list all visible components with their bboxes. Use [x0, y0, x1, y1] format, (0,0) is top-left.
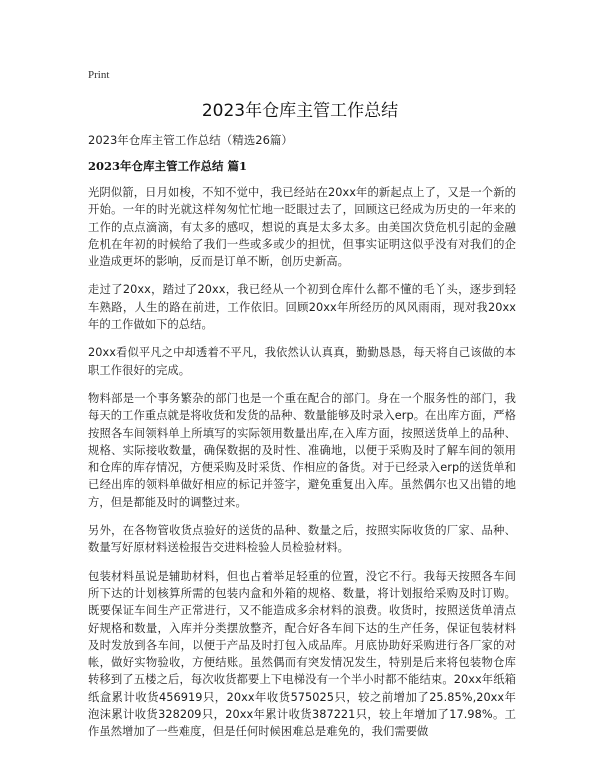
- section-heading: 2023年仓库主管工作总结 篇1: [88, 159, 248, 173]
- paragraph: 另外，在各物管收货点验好的送货的品种、数量之后，按照实际收货的厂家、品种、数量写好原材料送检报告交进料检验人员检验材料。: [88, 524, 516, 555]
- document-body: [88, 184, 516, 752]
- document-subtitle: 2023年仓库主管工作总结（精选26篇）: [88, 133, 293, 147]
- print-link[interactable]: Print: [88, 69, 110, 81]
- page-title: 2023年仓库主管工作总结: [201, 101, 399, 121]
- paragraph: 光阴似箭，日月如梭，不知不觉中，我已经站在20xx年的新起点上了，又是一个新的开始。一年的时光就这样匆匆忙忙地一眨眼过去了，回顾这已经成为历史的一年来的工作的点点滴滴，有太多的感叹，想说的真是太多太多。由美国次贷危机引起的金融危机在年初的时候给了我们一些或多或少的担忧，但事实证明这似乎没有对我们的企业造成更坏的影响，反而是订单不断，创历史新高。: [88, 186, 516, 269]
- paragraph: 走过了20xx，踏过了20xx，我已经从一个初到仓库什么都不懂的毛丫头，逐步到轻车熟路，人生的路在前进，工作依旧。回顾20xx年所经历的风风雨雨，现对我20xx年的工作做如下的总结。: [88, 283, 516, 332]
- paragraph: 20xx看似平凡之中却透着不平凡，我依然认认真真，勤勤恳恳，每天将自己该做的本职工作很好的完成。: [88, 346, 516, 377]
- paragraph: 包装材料虽说是辅助材料，但也占着举足轻重的位置，没它不行。我每天按照各车间所下达的计划核算所需的包装内盒和外箱的规格、数量，将计划报给采购及时订购。既要保证车间生产正常进行，又不能造成多余材料的浪费。收货时，按照送货单清点好规格和数量，入库并分类摆放整齐，配合好各车间下达的生产任务，保证包装材料及时发放到各车间，以便于产品及时打包入成品库。月底协助好采购进行各厂家的对帐，做好实物验收，方便结账。虽然偶而有突发情况发生，特别是后来将包装物仓库转移到了五楼之后，每次收货都要上下电梯没有一个半小时都不能结束。20xx年纸箱纸盒累计收货456919只，20xx年收货575025只，较之前增加了25.85%,20xx年泡沫累计收货328209只，20xx年累计收货387221只，较上年增加了17.98%。工作虽然增加了一些难度，但是任何时候困难总是难免的，我们需要做: [88, 569, 516, 739]
- paragraph: 物料部是一个事务繁杂的部门也是一个重在配合的部门。身在一个服务性的部门，我每天的工作重点就是将收货和发货的品种、数量能够及时录入erp。在出库方面，严格按照各车间领料单上所填写的实际领用数量出库,在入库方面，按照送货单上的品种、规格、实际接收数量，确保数据的及时性、准确地，以便于采购及时了解车间的领用和仓库的库存情况，方便采购及时采货、作相应的备货。对于已经录入erp的送货单和已经出库的领料单做好相应的标记并签字，避免重复出入库。虽然偶尔也又出错的地方，但是都能及时的调整过来。: [88, 391, 516, 509]
